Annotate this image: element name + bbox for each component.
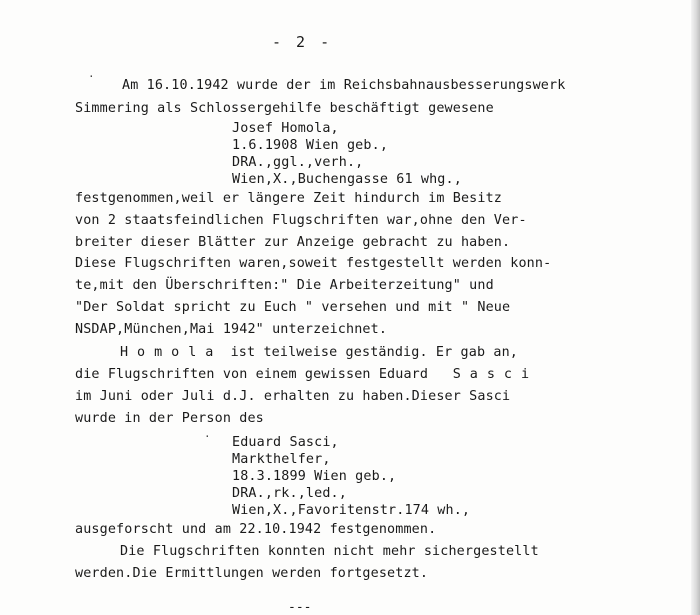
- paragraph1-line1: Am 16.10.1942 wurde der im Reichsbahnausbesserungswerk: [122, 78, 566, 93]
- paragraph5-line1: Die Flugschriften konnten nicht mehr sichergestellt: [120, 544, 539, 559]
- paragraph5-line2: werden.Die Ermittlungen werden fortgesetzt.: [75, 566, 429, 581]
- sasci-name-spaced: Sasci: [452, 367, 539, 382]
- person1-birth: 1.6.1908 Wien geb.,: [232, 138, 389, 153]
- person1-address: Wien,X.,Buchengasse 61 whg.,: [232, 172, 462, 187]
- paragraph3-line3: im Juni oder Juli d.J. erhalten zu haben.Dieser Sasci: [75, 389, 511, 404]
- paragraph2-line4: Diese Flugschriften waren,soweit festgestellt werden konn-: [75, 256, 552, 271]
- paragraph2-line2: von 2 staatsfeindlichen Flugschriften war,ohne den Ver-: [75, 213, 527, 228]
- paragraph3-line1: [120, 346, 518, 359]
- scan-page-edge: [691, 0, 700, 615]
- page-number: - 2 -: [272, 33, 333, 51]
- person2-occupation: Markthelfer,: [232, 452, 331, 467]
- person1-status: DRA.,ggl.,verh.,: [232, 155, 364, 170]
- paragraph3-line1-rest: ist teilweise geständig. Er gab an,: [230, 345, 519, 360]
- person2-status: DRA.,rk.,led.,: [232, 486, 347, 501]
- paragraph3-line4: wurde in der Person des: [75, 411, 264, 426]
- homola-name-spaced: Homola: [120, 345, 223, 360]
- scan-speck: ·: [88, 70, 95, 83]
- paragraph3-line2-text: die Flugschriften von einem gewissen Eduard: [75, 367, 429, 382]
- person1-name: Josef Homola,: [232, 121, 339, 136]
- paragraph2-line5: te,mit den Überschriften:" Die Arbeiterzeitung" und: [75, 278, 494, 293]
- person2-birth: 18.3.1899 Wien geb.,: [232, 469, 397, 484]
- paragraph2-line3: breiter dieser Blätter zur Anzeige gebracht zu haben.: [75, 235, 511, 250]
- paragraph1-line2: Simmering als Schlossergehilfe beschäftigt gewesene: [75, 101, 494, 116]
- footer-dash-mark: ---: [288, 600, 312, 615]
- person2-address: Wien,X.,Favoritenstr.174 wh.,: [232, 503, 471, 518]
- paragraph4-line1: ausgeforscht und am 22.10.1942 festgenommen.: [75, 522, 437, 537]
- paragraph2-line7: NSDAP,München,Mai 1942" unterzeichnet.: [75, 322, 388, 337]
- paragraph2-line1: festgenommen,weil er längere Zeit hindurch im Besitz: [75, 191, 503, 206]
- paragraph2-line6: "Der Soldat spricht zu Euch " versehen und mit " Neue: [75, 300, 511, 315]
- scan-speck: ·: [204, 430, 211, 443]
- person2-name: Eduard Sasci,: [232, 435, 339, 450]
- paragraph3-line2: [75, 368, 538, 381]
